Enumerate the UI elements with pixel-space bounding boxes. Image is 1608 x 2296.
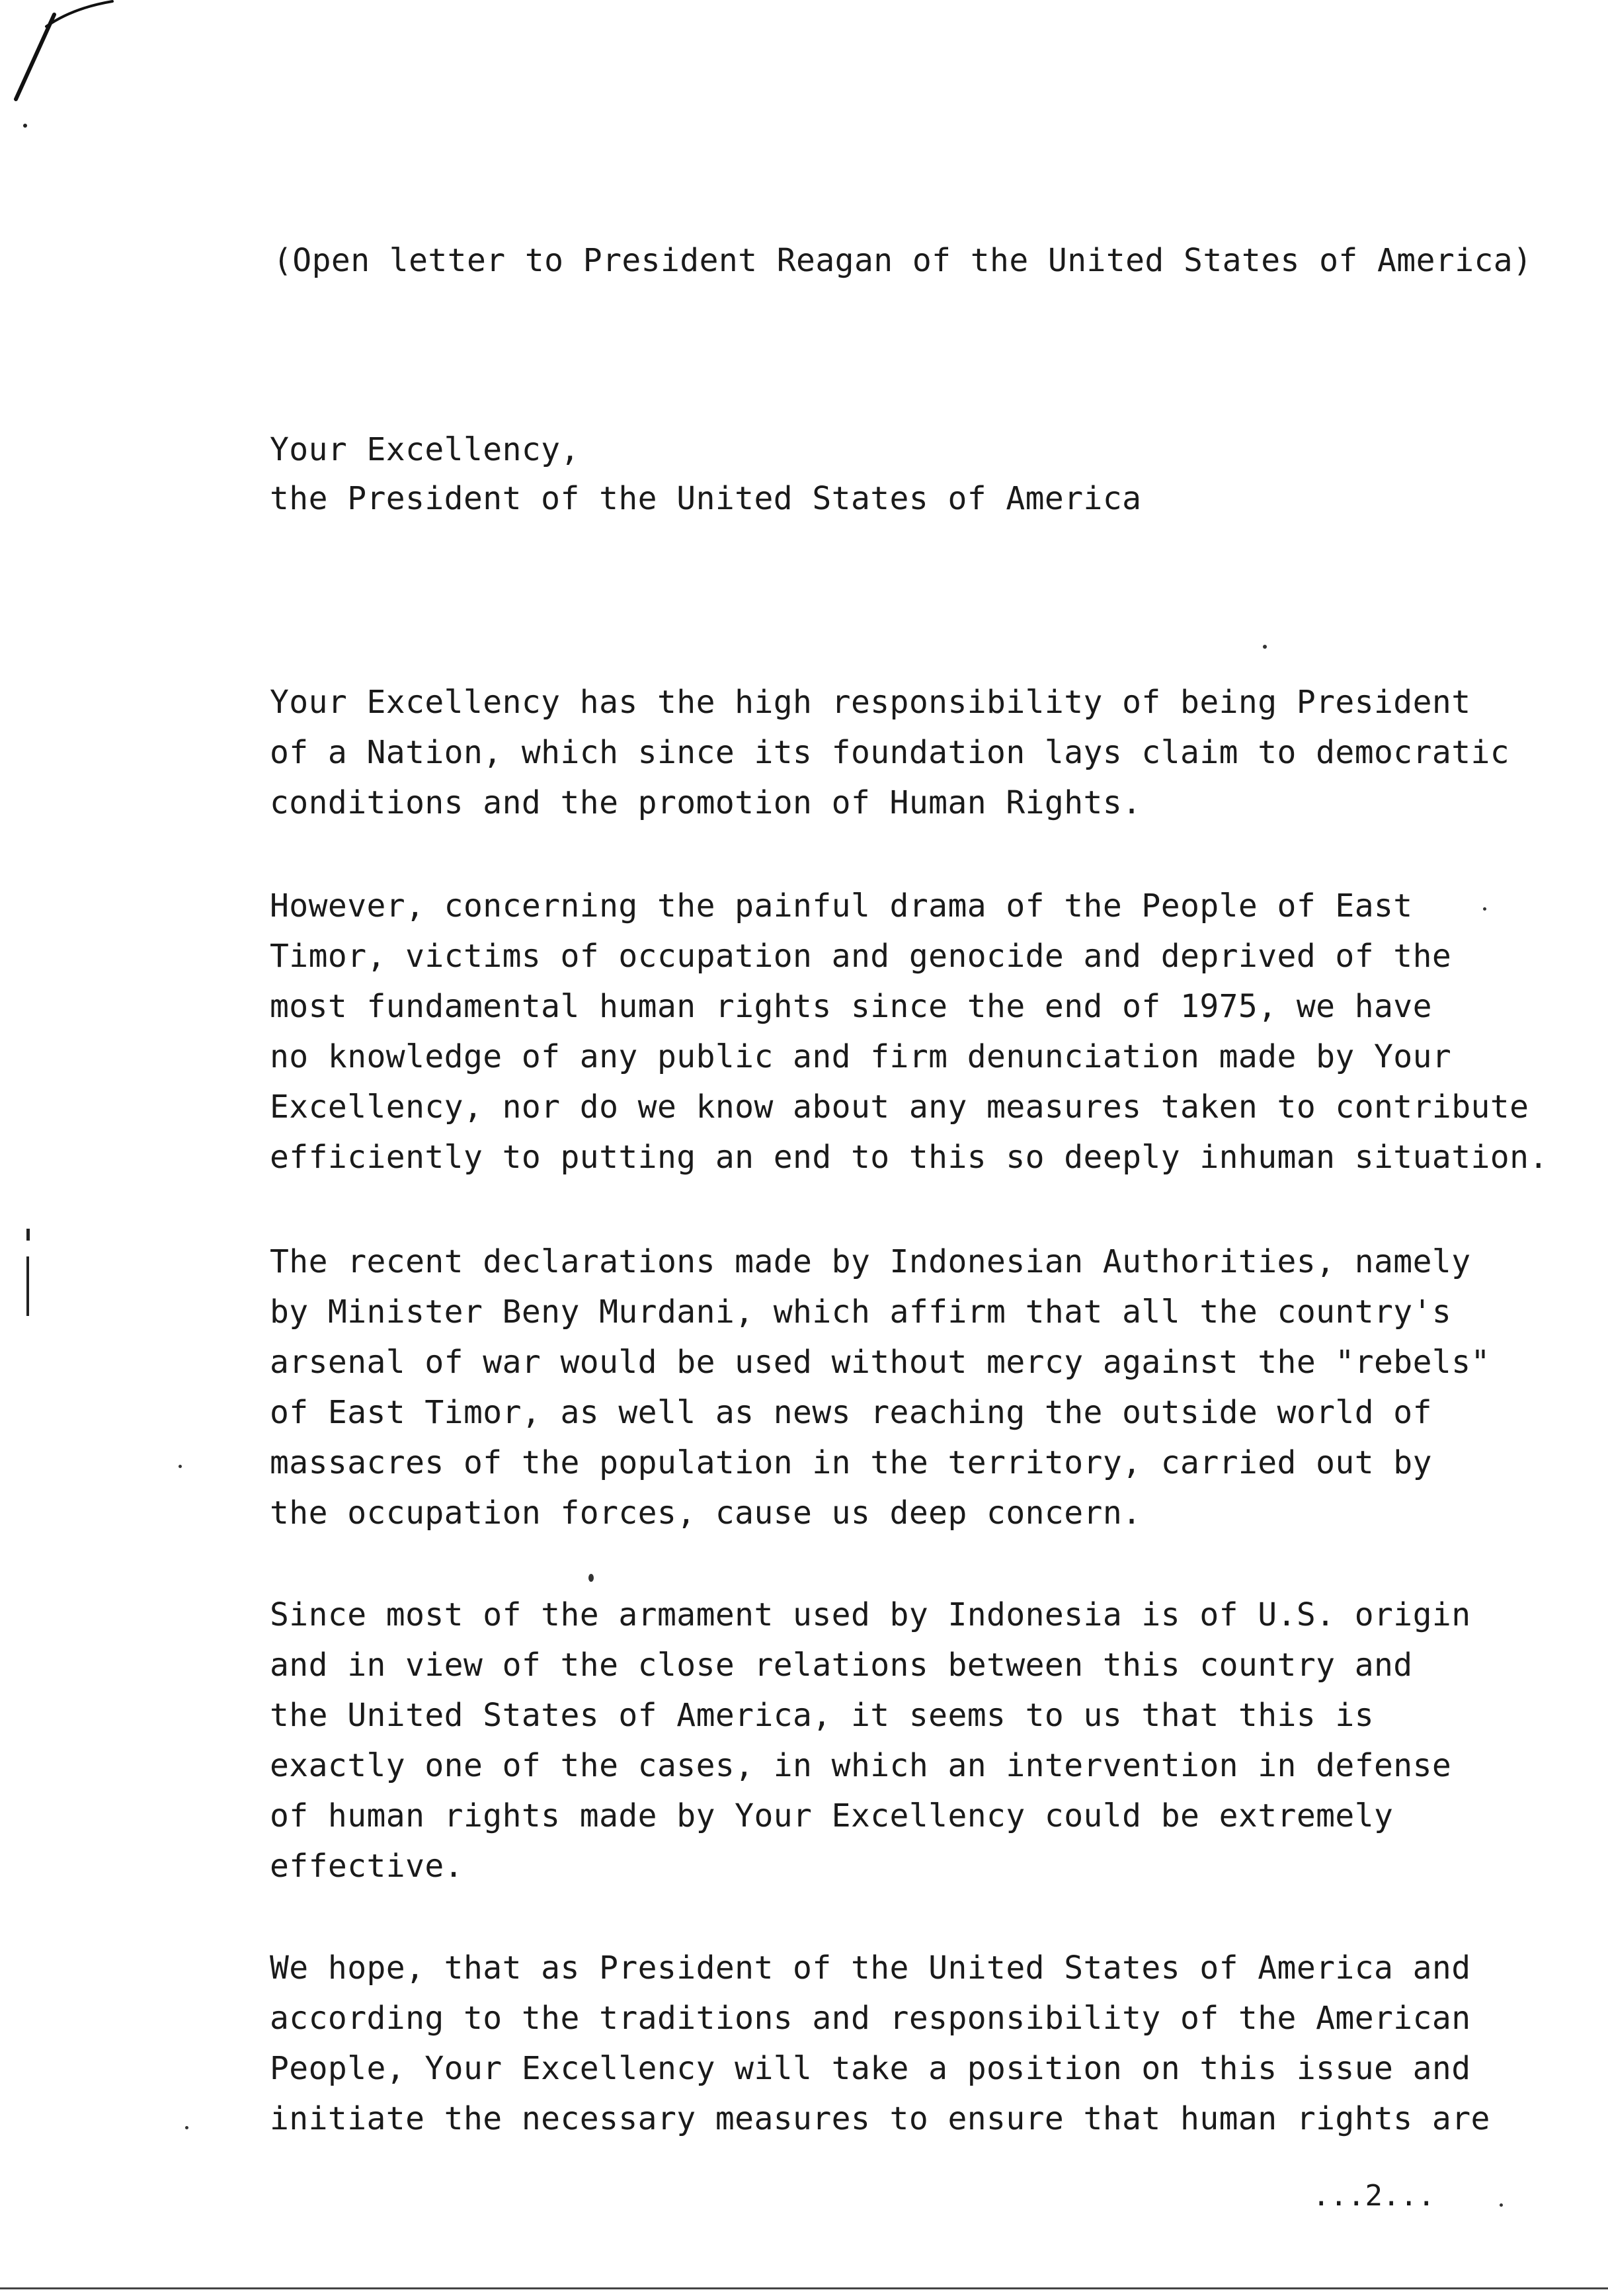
scan-speck (1263, 645, 1267, 649)
body-line: initiate the necessary measures to ensure that human rights are (270, 2100, 1490, 2137)
scan-speck (179, 1465, 182, 1468)
body-line: and in view of the close relations between this country and (270, 1647, 1413, 1684)
letter-heading: (Open letter to President Reagan of the United States of America) (273, 242, 1533, 279)
body-line: effective. (270, 1848, 463, 1885)
body-line: arsenal of war would be used without mercy against the "rebels" (270, 1344, 1490, 1381)
salutation-line: the President of the United States of America (270, 480, 1142, 517)
body-line: the occupation forces, cause us deep concern. (270, 1495, 1142, 1532)
scan-speck (588, 1574, 594, 1582)
handwritten-mark (0, 0, 132, 132)
margin-mark (26, 1229, 30, 1241)
body-line: conditions and the promotion of Human Rights. (270, 784, 1142, 821)
body-line: of East Timor, as well as news reaching the outside world of (270, 1394, 1432, 1431)
body-line: Since most of the armament used by Indonesia is of U.S. origin (270, 1596, 1471, 1633)
body-line: no knowledge of any public and firm denunciation made by Your (270, 1038, 1452, 1075)
body-line: exactly one of the cases, in which an intervention in defense (270, 1747, 1452, 1784)
body-line: the United States of America, it seems to us that this is (270, 1697, 1375, 1734)
body-line: Your Excellency has the high responsibility of being President (270, 684, 1471, 721)
body-line: of human rights made by Your Excellency could be extremely (270, 1797, 1394, 1834)
scan-speck (1483, 907, 1486, 911)
body-line: Excellency, nor do we know about any measures taken to contribute (270, 1088, 1529, 1126)
body-line: The recent declarations made by Indonesian Authorities, namely (270, 1243, 1471, 1280)
body-line: according to the traditions and responsibility of the American (270, 2000, 1471, 2037)
body-line: We hope, that as President of the United States of America and (270, 1949, 1471, 1987)
body-line: Timor, victims of occupation and genocide and deprived of the (270, 938, 1452, 975)
body-line: of a Nation, which since its foundation lays claim to democratic (270, 734, 1510, 771)
body-line: most fundamental human rights since the end of 1975, we have (270, 988, 1432, 1025)
body-line: However, concerning the painful drama of the People of East (270, 887, 1413, 924)
scan-speck (1500, 2203, 1503, 2207)
page-continuation: ...2... (1312, 2179, 1435, 2213)
page-bottom-edge (0, 2287, 1608, 2289)
body-line: massacres of the population in the territory, carried out by (270, 1444, 1432, 1481)
scan-speck (185, 2126, 188, 2129)
margin-mark (26, 1256, 29, 1316)
body-line: by Minister Beny Murdani, which affirm that all the country's (270, 1293, 1452, 1331)
body-line: efficiently to putting an end to this so deeply inhuman situation. (270, 1139, 1548, 1176)
salutation-line: Your Excellency, (270, 431, 580, 468)
body-line: People, Your Excellency will take a position on this issue and (270, 2050, 1471, 2087)
